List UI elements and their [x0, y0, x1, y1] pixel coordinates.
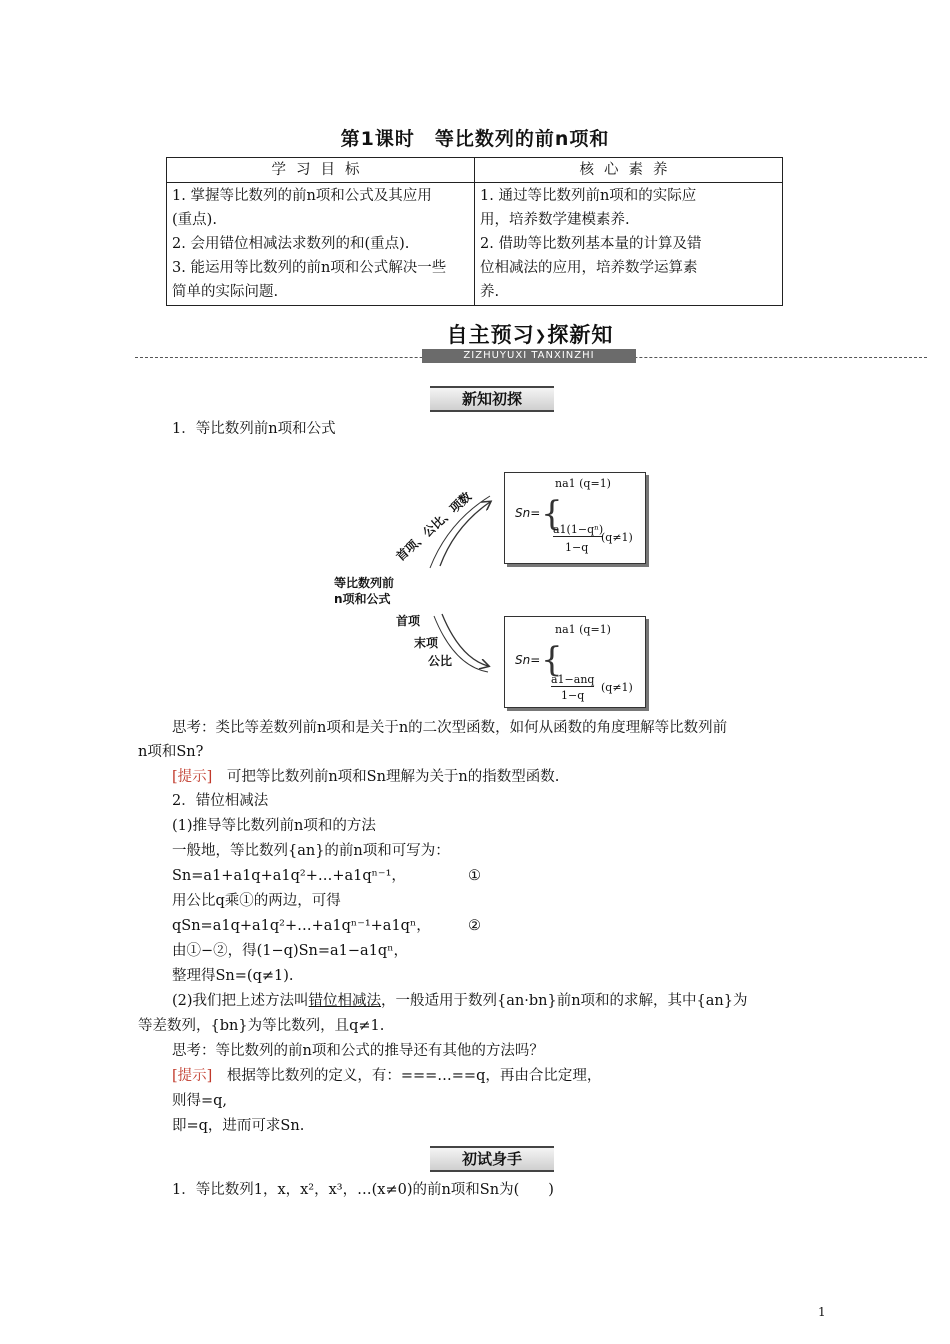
hint-label: [提示]: [172, 1068, 213, 1084]
hint-text: 可把等比数列前n项和Sn理解为关于n的指数型函数.: [212, 769, 560, 785]
text-line: 一般地，等比数列{an}的前n项和可写为：: [172, 843, 450, 859]
brace-icon: {: [541, 640, 563, 680]
formula-box-upper: [504, 472, 646, 564]
brace-icon: {: [541, 494, 563, 534]
text-line: 由①−②，得(1−q)Sn=a1−a1qⁿ，: [172, 943, 408, 959]
band-title-part1: 自主预习: [446, 323, 535, 347]
text-line: 等差数列，{bn}为等比数列，且q≠1.: [138, 1018, 385, 1034]
case-equal-one: na1 (q=1): [555, 477, 611, 490]
text-line: (1)推导等比数列前n项和的方法: [172, 818, 376, 834]
hint-line: [172, 765, 559, 789]
literacy-line: 位相减法的应用，培养数学运算素: [480, 260, 698, 276]
badge-trial: 初试身手: [430, 1146, 554, 1172]
literacy-line: 2. 借助等比数列基本量的计算及错: [480, 236, 702, 252]
badge-new-knowledge: 新知初探: [430, 386, 554, 412]
goal-line: 1. 掌握等比数列的前n项和公式及其应用: [172, 188, 432, 204]
literacy-line: 养.: [480, 284, 500, 300]
text-line: 思考：类比等差数列前n项和是关于n的二次型函数，如何从函数的角度理解等比数列前: [172, 720, 728, 736]
section-band-title: [422, 322, 638, 348]
text-line: n项和Sn?: [138, 744, 204, 760]
literacy-line: 用，培养数学建模素养.: [480, 212, 630, 228]
diagram-center-label-2: n项和公式: [334, 592, 391, 606]
diagram-center-label-1: 等比数列前: [334, 576, 395, 590]
text-part: ，一般适用于数列{an·bn}前n项和的求解，其中{an}为: [381, 993, 748, 1009]
goal-line: 2. 会用错位相减法求数列的和(重点).: [172, 236, 410, 252]
text-line: 即=q，进而可求Sn.: [172, 1118, 305, 1134]
page-title: 第1课时 等比数列的前n项和: [340, 128, 610, 150]
sn-label: Sn=: [515, 506, 541, 520]
band-title-part2: 探新知: [547, 323, 614, 347]
case-condition: (q≠1): [601, 681, 633, 694]
fraction-numerator: a1−anq: [551, 673, 595, 686]
literacy-line: 1. 通过等比数列前n项和的实际应: [480, 188, 697, 204]
formula-box-lower: [504, 616, 646, 708]
sn-label: Sn=: [515, 653, 541, 667]
fraction-denominator: 1−q: [561, 689, 585, 702]
table-head-goals: 学习目标: [167, 158, 475, 183]
fraction-denominator: 1−q: [565, 541, 589, 554]
upper-arrow-label: 首项、公比、项数: [393, 489, 475, 564]
hint-line: [172, 1064, 601, 1088]
text-line: 用公比q乘①的两边，可得: [172, 893, 341, 909]
text-line: 思考：等比数列的前n项和公式的推导还有其他的方法吗？: [172, 1043, 544, 1059]
objectives-table: [166, 157, 783, 306]
text-line: 则得=q,: [172, 1093, 228, 1109]
fraction-numerator: a1(1−qⁿ): [553, 523, 604, 536]
band-arrow-icon: ❯: [534, 328, 548, 344]
case-condition: (q≠1): [601, 531, 633, 544]
equation-number: ②: [468, 918, 481, 934]
equation-line: Sn=a1+a1q+a1q²+…+a1qⁿ⁻¹，: [172, 868, 406, 884]
goal-line: 3. 能运用等比数列的前n项和公式解决一些: [172, 260, 447, 276]
literacy-cell: [475, 183, 783, 306]
equation-line: qSn=a1q+a1q²+…+a1qⁿ⁻¹+a1qⁿ，: [172, 918, 431, 934]
text-line: 1．等比数列前n项和公式: [172, 421, 336, 437]
text-line: 整理得Sn=(q≠1).: [172, 968, 294, 984]
text-part: (2)我们把上述方法叫: [172, 993, 309, 1009]
hint-label: [提示]: [172, 769, 213, 785]
exercise-line: 1．等比数列1，x，x²，x³，…(x≠0)的前n项和Sn为( ): [172, 1182, 554, 1198]
lower-label-last: 末项: [414, 636, 439, 650]
underlined-term: 错位相减法: [308, 993, 382, 1009]
case-equal-one: na1 (q=1): [555, 623, 611, 636]
page-number: 1: [818, 1305, 826, 1319]
table-head-literacy: 核心素养: [475, 158, 783, 183]
equation-number: ①: [468, 868, 481, 884]
goal-line: (重点).: [172, 212, 217, 228]
hint-text: 根据等比数列的定义，有：===…==q，再由合比定理，: [212, 1068, 602, 1084]
lower-label-ratio: 公比: [428, 654, 453, 668]
text-line: 2．错位相减法: [172, 793, 269, 809]
text-line: [172, 989, 747, 1013]
lower-label-first: 首项: [396, 614, 421, 628]
goals-cell: [167, 183, 475, 306]
section-band-subtitle: ZIZHUYUXI TANXINZHI: [422, 349, 636, 363]
goal-line: 简单的实际问题.: [172, 284, 279, 300]
